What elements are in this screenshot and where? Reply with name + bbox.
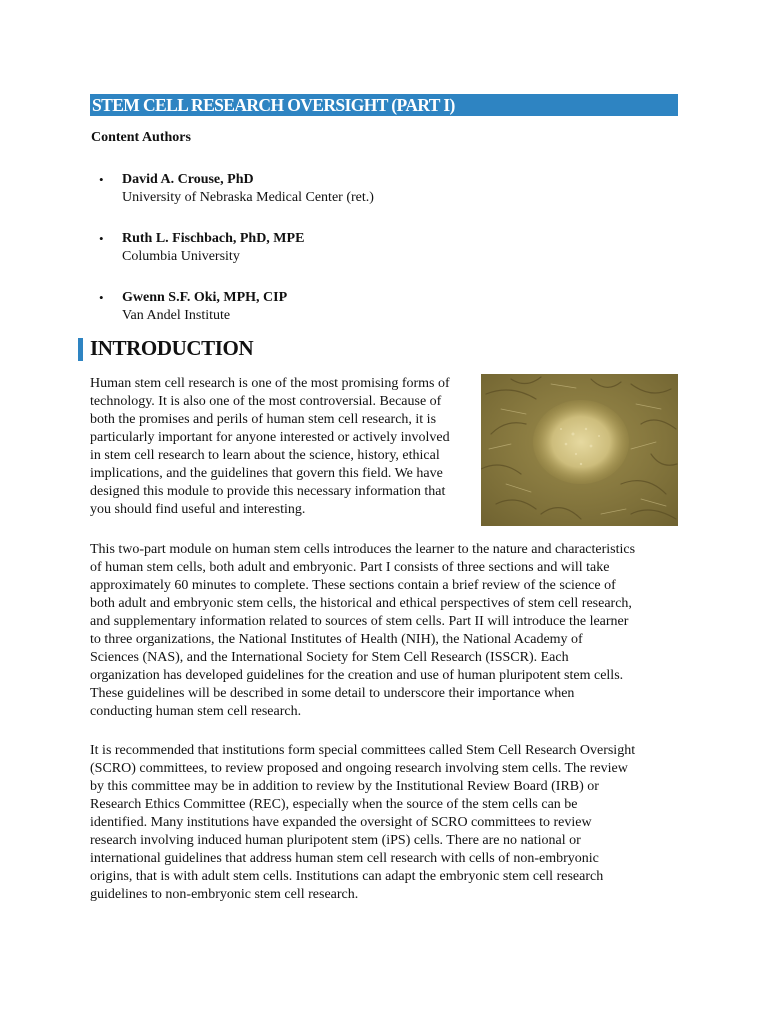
intro-paragraph-1: [90, 375, 450, 519]
paragraph-line: These guidelines will be described in some detail to underscore their importance when: [90, 686, 575, 701]
paragraph-line: particularly important for anyone interested or actively involved: [90, 430, 450, 445]
paragraph-line: research involving induced human pluripotent stem (iPS) cells. There are no national or: [90, 833, 581, 848]
paragraph-line: identified. Many institutions have expanded the oversight of SCRO committees to review: [90, 815, 592, 830]
paragraph-line: conducting human stem cell research.: [90, 704, 302, 719]
paragraph-line: international guidelines that address human stem cell research with cells of non-embryonic: [90, 851, 599, 866]
paragraph-line: guidelines to non-embryonic stem cell research.: [90, 887, 359, 902]
paragraph-line: by this committee may be in addition to review by the Institutional Review Board (IRB) or: [90, 779, 599, 794]
bullet-icon: •: [99, 290, 104, 305]
paragraph-line: both the promises and perils of human stem cell research, it is: [90, 412, 437, 427]
paragraph-line: origins, that is with adult stem cells. Institutions can adapt the embryonic stem cell research: [90, 869, 604, 884]
stem-cell-colony-image: [481, 374, 678, 526]
paragraph-line: designed this module to provide this necessary information that: [90, 484, 446, 499]
paragraph-line: both adult and embryonic stem cells, the historical and ethical perspectives of stem cell research,: [90, 596, 632, 611]
paragraph-line: organization has developed guidelines for the creation and use of human pluripotent stem cells.: [90, 668, 624, 683]
author-affiliation: Columbia University: [122, 249, 240, 264]
paragraph-line: This two-part module on human stem cells introduces the learner to the nature and characteristics: [90, 542, 636, 557]
paragraph-line: Human stem cell research is one of the most promising forms of: [90, 376, 450, 391]
paragraph-line: you should find useful and interesting.: [90, 502, 306, 517]
paragraph-line: technology. It is also one of the most controversial. Because of: [90, 394, 442, 409]
bullet-icon: •: [99, 172, 104, 187]
paragraph-line: and supplementary information related to sources of stem cells. Part II will introduce the learner: [90, 614, 629, 629]
intro-paragraph-2: [90, 541, 635, 721]
author-name: David A. Crouse, PhD: [122, 172, 254, 187]
paragraph-line: Research Ethics Committee (REC), especially when the source of the stem cells can be: [90, 797, 578, 812]
author-name: Gwenn S.F. Oki, MPH, CIP: [122, 290, 288, 305]
paragraph-line: It is recommended that institutions form special committees called Stem Cell Research Oversight: [90, 743, 636, 758]
authors-heading: Content Authors: [91, 130, 191, 145]
section-marker: [78, 338, 83, 361]
paragraph-line: in stem cell research to learn about the science, history, ethical: [90, 448, 440, 463]
paragraph-line: Sciences (NAS), and the International Society for Stem Cell Research (ISSCR). Each: [90, 650, 569, 665]
paragraph-line: of human stem cells, both adult and embryonic. Part I consists of three sections and will take: [90, 560, 610, 575]
paragraph-line: implications, and the guidelines that govern this field. We have: [90, 466, 443, 481]
author-affiliation: Van Andel Institute: [122, 308, 231, 323]
document-title: STEM CELL RESEARCH OVERSIGHT (PART I): [92, 95, 455, 115]
title-banner: [90, 94, 678, 116]
author-affiliation: University of Nebraska Medical Center (ret.): [122, 190, 374, 205]
author-name: Ruth L. Fischbach, PhD, MPE: [122, 231, 305, 246]
paragraph-line: (SCRO) committees, to review proposed and ongoing research involving stem cells. The review: [90, 761, 628, 776]
bullet-icon: •: [99, 231, 104, 246]
paragraph-line: approximately 60 minutes to complete. These sections contain a brief review of the science of: [90, 578, 616, 593]
section-heading-introduction: INTRODUCTION: [90, 336, 254, 360]
paragraph-line: to three organizations, the National Institutes of Health (NIH), the National Academy of: [90, 632, 583, 647]
intro-paragraph-3: [90, 742, 635, 904]
